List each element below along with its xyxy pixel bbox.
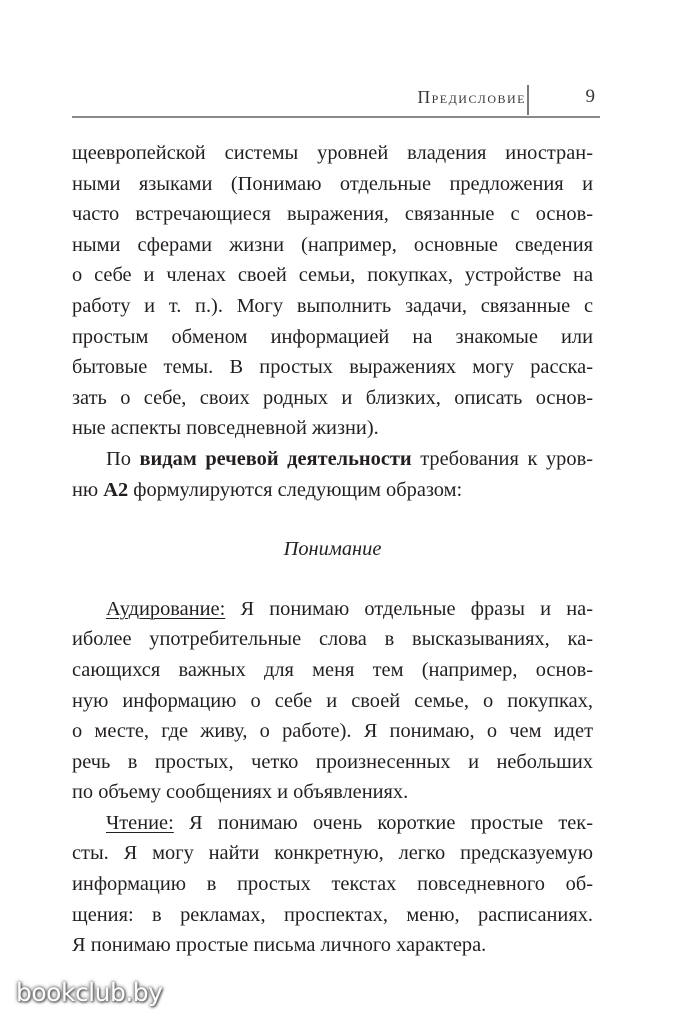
bold-level-a2: А2 <box>103 478 129 501</box>
bold-term-speech-activities: видам речевой деятельности <box>139 447 412 470</box>
paragraph-activity-types <box>72 444 593 505</box>
text-line: сающихся важных для меня тем (например, основ- <box>72 658 593 681</box>
text-line: зать о себе, своих родных и близких, описать основ- <box>72 386 593 409</box>
text-line <box>72 444 593 475</box>
running-header <box>72 83 600 113</box>
text-line: работу и т. п.). Могу выполнить задачи, связанные с <box>72 294 593 317</box>
text-line: Я понимаю простые письма личного характера. <box>72 934 487 957</box>
text-run: Я понимаю отдельные фразы и на- <box>225 597 593 620</box>
text-run: требования к уров- <box>411 447 593 470</box>
text-run: ню <box>72 478 104 501</box>
header-separator <box>527 85 529 115</box>
text-line: щеевропейской системы уровней владения иностран- <box>72 142 593 164</box>
text-line: бытовые темы. В простых выражениях могу расска- <box>72 356 593 379</box>
listening-label: Аудирование: <box>106 597 226 620</box>
paragraph-listening <box>72 594 593 808</box>
header-rule <box>72 116 600 118</box>
text-line: щения: в рекламах, проспектах, меню, расписаниях. <box>72 903 593 926</box>
running-header-title: Предисловие <box>417 87 526 107</box>
reading-label: Чтение: <box>106 811 174 834</box>
text-line <box>72 475 593 506</box>
text-run: формулируются следующим образом: <box>128 478 463 501</box>
text-line: о себе и членах своей семьи, покупках, устройстве на <box>72 264 593 287</box>
text-line: ную информацию о себе и своей семье, о покупках, <box>72 689 593 712</box>
text-line: иболее употребительные слова в высказываниях, ка- <box>72 628 593 651</box>
text-line: простым обменом информацией на знакомые или <box>72 325 593 348</box>
watermark-logo: bookclub.by <box>16 978 163 1007</box>
section-heading: Понимание <box>283 538 382 561</box>
text-line <box>72 808 593 839</box>
text-line: часто встречающиеся выражения, связанные с основ- <box>72 203 593 226</box>
text-line: по объему сообщениях и объявлениях. <box>72 781 409 804</box>
text-run: Я понимаю очень короткие простые тек- <box>173 811 593 834</box>
paragraph-reading <box>72 808 593 961</box>
text-line: речь в простых, четко произнесенных и небольших <box>72 750 593 773</box>
text-line: ные аспекты повседневной жизни). <box>72 417 379 440</box>
text-run: По <box>106 447 140 470</box>
page-number: 9 <box>585 86 595 107</box>
text-line: информацию в простых текстах повседневного об- <box>72 873 593 896</box>
text-line: о месте, где живу, о работе). Я понимаю, о чем идет <box>72 720 593 743</box>
text-line: ными сферами жизни (например, основные сведения <box>72 233 593 256</box>
page-body <box>72 138 593 961</box>
paragraph-cefr-description <box>72 138 593 444</box>
text-line: сты. Я могу найти конкретную, легко предсказуемую <box>72 842 593 865</box>
text-line <box>72 594 593 625</box>
text-line: ными языками (Понимаю отдельные предложения и <box>72 172 593 195</box>
